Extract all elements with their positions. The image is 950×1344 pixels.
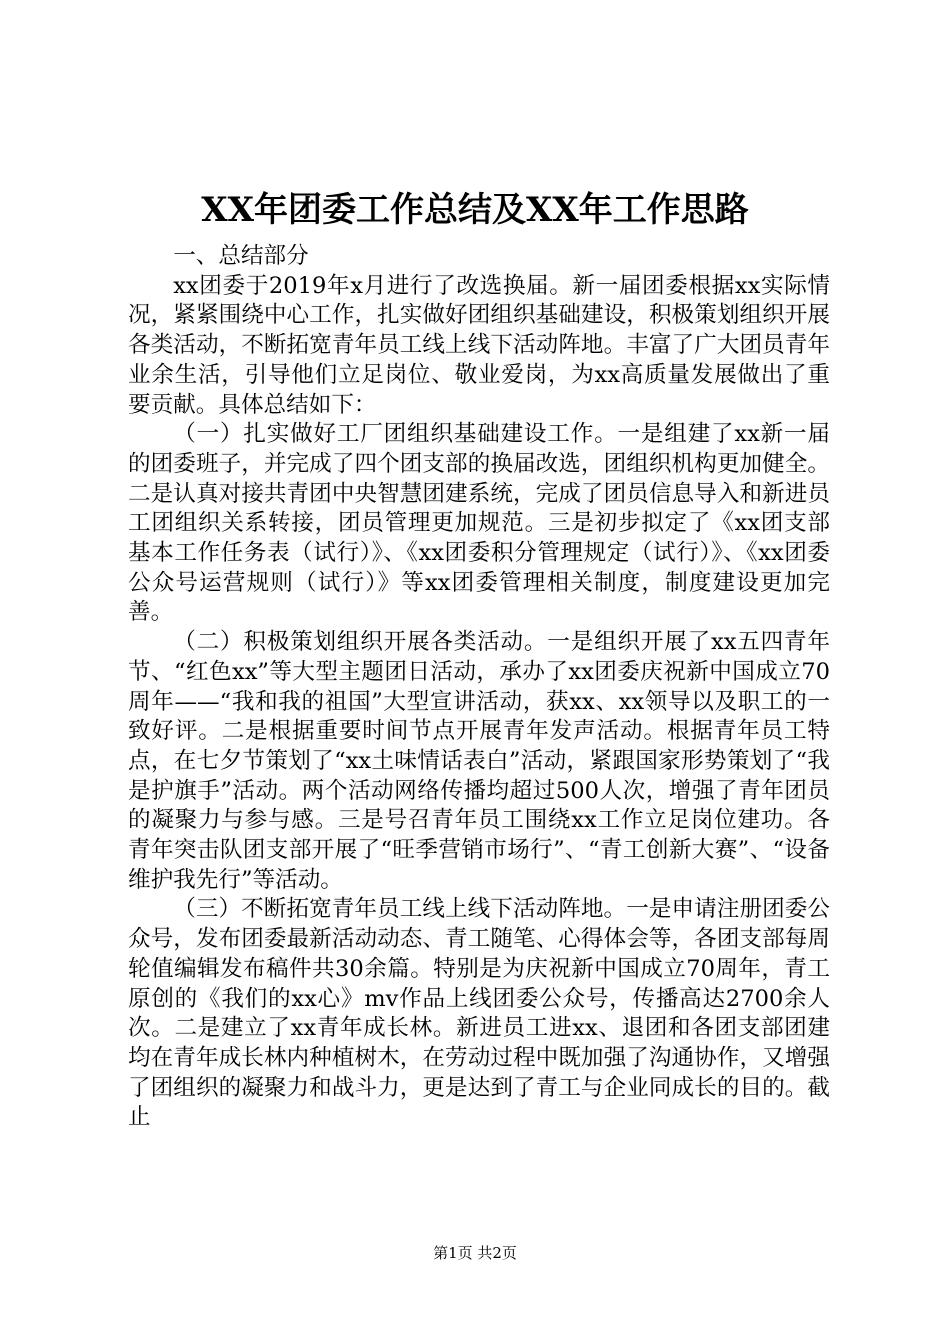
document-body xyxy=(128,242,830,1133)
paragraph-section-1: （一）扎实做好工厂团组织基础建设工作。一是组建了xx新一届的团委班子，并完成了四个团支部的换届改选，团组织机构更加健全。二是认真对接共青团中央智慧团建系统，完成了团员信息导入和新进员工团组织关系转接，团员管理更加规范。三是初步拟定了《xx团支部基本工作任务表（试行）》、《xx团委积分管理规定（试行）》、《xx团委公众号运营规则（试行）》等xx团委管理相关制度，制度建设更加完善。 xyxy=(128,421,830,626)
page-number-footer: 第1页 共2页 xyxy=(433,1244,517,1262)
paragraph-intro: xx团委于2019年x月进行了改选换届。新一届团委根据xx实际情况，紧紧围绕中心工作，扎实做好团组织基础建设，积极策划组织开展各类活动，不断拓宽青年员工线上线下活动阵地。丰富了广大团员青年业余生活，引导他们立足岗位、敬业爱岗，为xx高质量发展做出了重要贡献。具体总结如下： xyxy=(128,272,830,418)
paragraph-section-3: （三）不断拓宽青年员工线上线下活动阵地。一是申请注册团委公众号，发布团委最新活动动态、青工随笔、心得体会等，各团支部每周轮值编辑发布稿件共30余篇。特别是为庆祝新中国成立70周年，青工原创的《我们的xx心》mv作品上线团委公众号，传播高达2700余人次。二是建立了xx青年成长林。新进员工进xx、退团和各团支部团建均在青年成长林内种植树木，在劳动过程中既加强了沟通协作，又增强了团组织的凝聚力和战斗力，更是达到了青工与企业同成长的目的。截止 xyxy=(128,896,830,1131)
document-title: XX年团委工作总结及XX年工作思路 xyxy=(201,190,749,230)
section-heading: 一、总结部分 xyxy=(173,243,309,269)
paragraph-section-2: （二）积极策划组织开展各类活动。一是组织开展了xx五四青年节、“红色xx”等大型主题团日活动，承办了xx团委庆祝新中国成立70周年——“我和我的祖国”大型宣讲活动，获xx、xx领导以及职工的一致好评。二是根据重要时间节点开展青年发声活动。根据青年员工特点，在七夕节策划了“xx土味情话表白”活动，紧跟国家形势策划了“我是护旗手”活动。两个活动网络传播均超过500人次，增强了青年团员的凝聚力与参与感。三是号召青年员工围绕xx工作立足岗位建功。各青年突击队团支部开展了“旺季营销市场行”、“青工创新大赛”、“设备维护我先行”等活动。 xyxy=(128,629,830,893)
